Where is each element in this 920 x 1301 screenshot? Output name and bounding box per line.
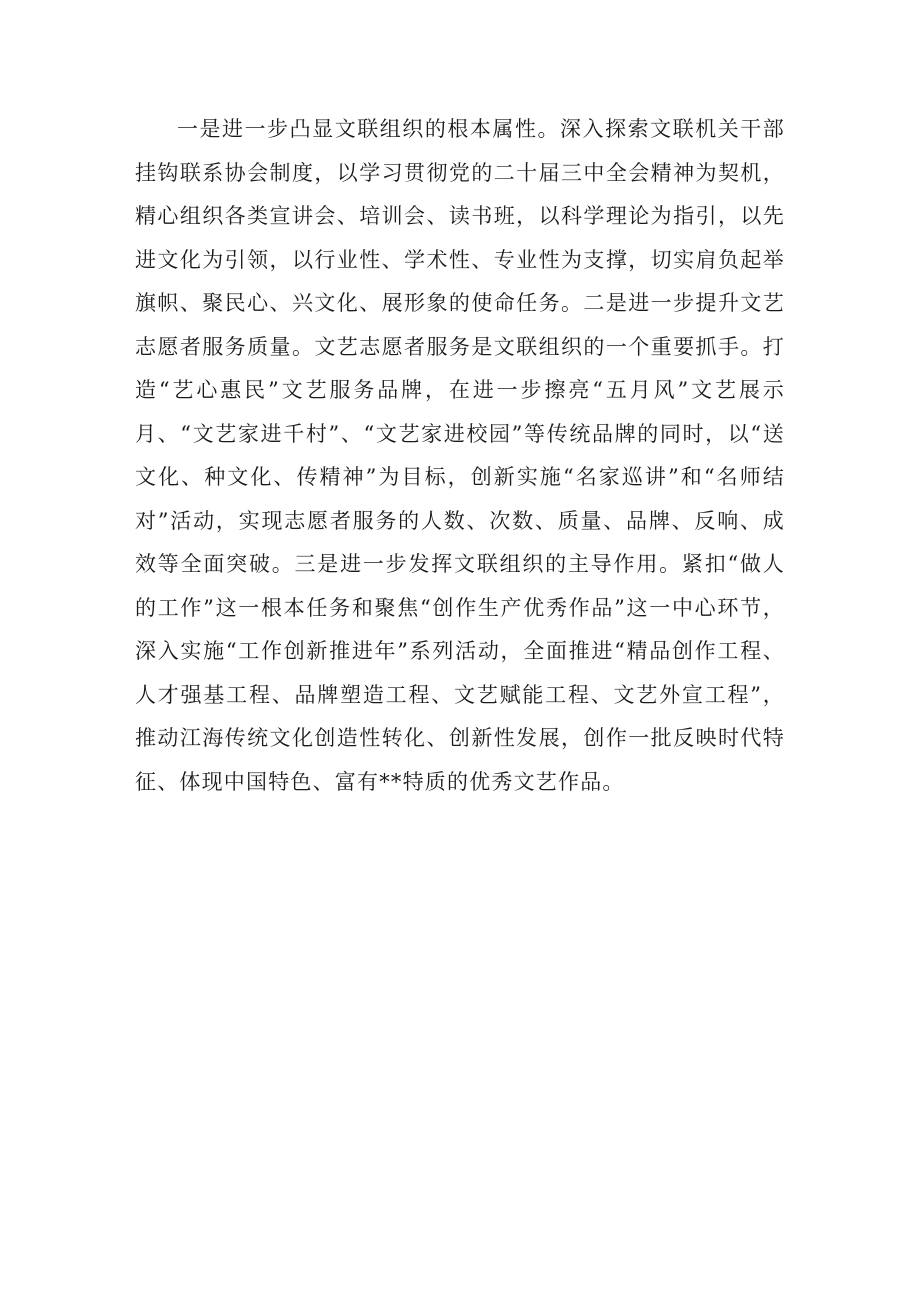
body-paragraph: 一是进一步凸显文联组织的根本属性。深入探索文联机关干部挂钩联系协会制度，以学习贯彻党的二十届三中全会精神为契机，精心组织各类宣讲会、培训会、读书班，以科学理论为指引，以先进文化为引领，以行业性、学术性、专业性为支撑，切实肩负起举旗帜、聚民心、兴文化、展形象的使命任务。二是进一步提升文艺志愿者服务质量。文艺志愿者服务是文联组织的一个重要抓手。打造“艺心惠民”文艺服务品牌，在进一步擦亮“五月风”文艺展示月、“文艺家进千村”、“文艺家进校园”等传统品牌的同时，以“送文化、种文化、传精神”为目标，创新实施“名家巡讲”和“名师结对”活动，实现志愿者服务的人数、次数、质量、品牌、反响、成效等全面突破。三是进一步发挥文联组织的主导作用。紧扣“做人的工作”这一根本任务和聚焦“创作生产优秀作品”这一中心环节，深入实施“工作创新推进年”系列活动，全面推进“精品创作工程、人才强基工程、品牌塑造工程、文艺赋能工程、文艺外宣工程”，推动江海传统文化创造性转化、创新性发展，创作一批反映时代特征、体现中国特色、富有**特质的优秀文艺作品。	[135, 117, 785, 794]
